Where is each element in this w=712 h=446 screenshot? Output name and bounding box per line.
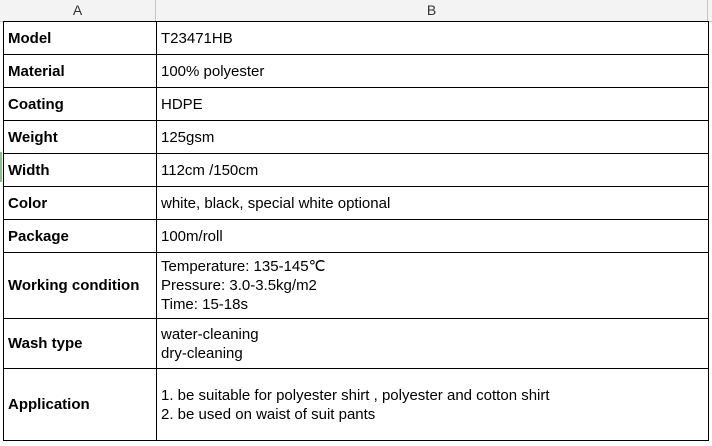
cell-line: 100% polyester: [161, 62, 265, 80]
table-row: [4, 220, 709, 253]
column-header-a[interactable]: A: [0, 0, 156, 21]
cell-line: HDPE: [161, 95, 203, 113]
table-row: [4, 154, 709, 187]
cell-line: white, black, special white optional: [161, 194, 391, 212]
table-row: [4, 121, 709, 154]
cell-label[interactable]: Color: [4, 187, 157, 220]
table-row: [4, 369, 709, 441]
cell-value[interactable]: [157, 187, 709, 220]
column-header-b[interactable]: B: [156, 0, 708, 21]
cell-line: T23471HB: [161, 29, 233, 47]
cell-value[interactable]: [157, 253, 709, 319]
cell-line: water-cleaning: [161, 325, 259, 343]
cell-line: 112cm /150cm: [161, 161, 259, 179]
cell-value[interactable]: [157, 319, 709, 369]
cell-label[interactable]: Application: [4, 369, 157, 441]
cell-line: Temperature: 135-145℃: [161, 258, 326, 275]
cell-label[interactable]: Width: [4, 154, 157, 187]
cell-label[interactable]: Package: [4, 220, 157, 253]
cell-label[interactable]: Material: [4, 55, 157, 88]
cell-line: 100m/roll: [161, 227, 223, 245]
table-row: [4, 55, 709, 88]
cell-value[interactable]: [157, 220, 709, 253]
cell-value[interactable]: [157, 55, 709, 88]
cell-line: dry-cleaning: [161, 344, 243, 362]
table-row: [4, 253, 709, 319]
cell-line: 2. be used on waist of suit pants: [161, 405, 376, 423]
table-row: [4, 187, 709, 220]
column-header-row: [0, 0, 712, 22]
cell-label[interactable]: Weight: [4, 121, 157, 154]
cell-label[interactable]: Coating: [4, 88, 157, 121]
cell-line: Pressure: 3.0-3.5kg/m2: [161, 277, 317, 294]
table-row: [4, 88, 709, 121]
cell-value[interactable]: [157, 22, 709, 55]
table-row: [4, 22, 709, 55]
cell-line: 1. be suitable for polyester shirt , polyester and cotton shirt: [161, 386, 550, 404]
table-row: [4, 319, 709, 369]
cell-label[interactable]: Working condition: [4, 253, 157, 319]
cell-line: 125gsm: [161, 128, 215, 146]
cell-value[interactable]: [157, 154, 709, 187]
row-selection-marker: [0, 152, 2, 182]
cell-value[interactable]: [157, 121, 709, 154]
cell-value[interactable]: [157, 88, 709, 121]
cell-line: Time: 15-18s: [161, 296, 248, 313]
cell-value[interactable]: [157, 369, 709, 441]
spec-table: [3, 21, 709, 441]
cell-label[interactable]: Model: [4, 22, 157, 55]
cell-label[interactable]: Wash type: [4, 319, 157, 369]
